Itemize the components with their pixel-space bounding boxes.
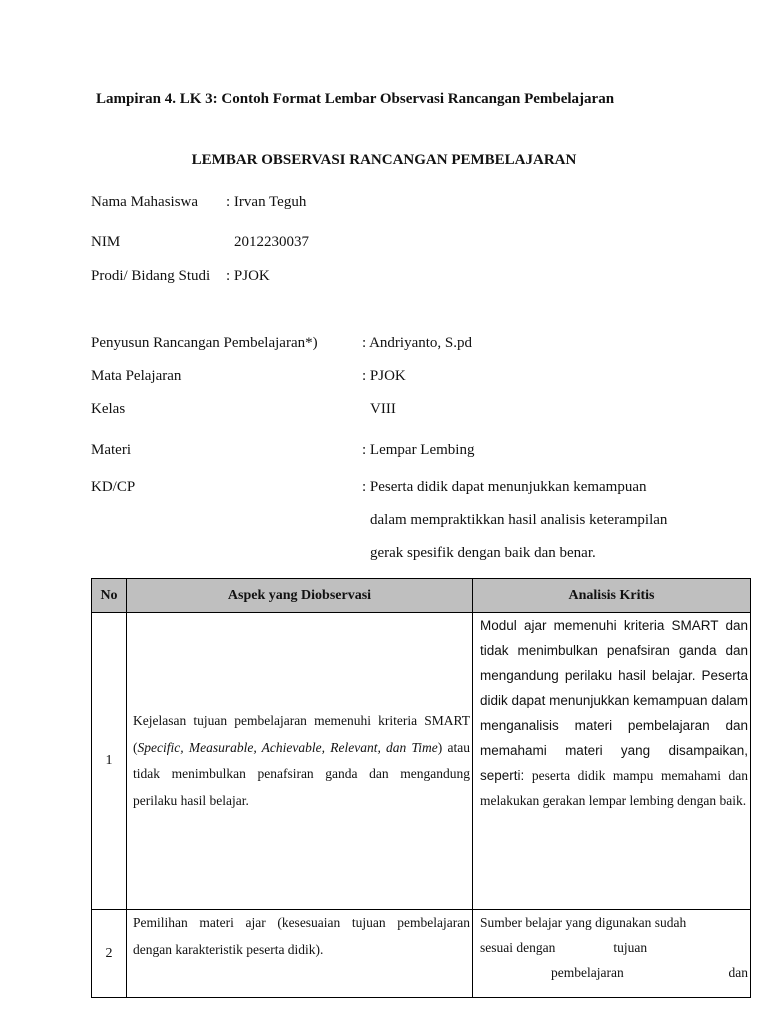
- row2-analysis-l2a: sesuai dengan: [480, 940, 556, 955]
- kd-label: KD/CP: [91, 479, 136, 495]
- row1-analysis: [473, 613, 751, 910]
- table-header-row: [92, 579, 751, 613]
- subject-label: Mata Pelajaran: [91, 368, 182, 384]
- header-analysis: Analisis Kritis: [473, 579, 751, 613]
- row1-aspect-text-b: ) atau tidak menimbulkan penafsiran ganda dan mengandung perilaku hasil belajar.: [133, 739, 471, 808]
- row1-aspect: [127, 613, 473, 910]
- material-label: Materi: [91, 442, 131, 458]
- row2-analysis: [473, 910, 751, 998]
- kd-value-line2: dalam mempraktikkan hasil analisis keterampilan: [370, 512, 668, 528]
- author-value: : Andriyanto, S.pd: [362, 335, 473, 351]
- row1-analysis-text-a: Modul ajar memenuhi kriteria SMART dan tidak menimbulkan penafsiran ganda dan mengandung perilaku hasil belajar. Peserta didik dapat menunjukkan kemampuan dalam menganalisis materi pembelajaran dan memahami materi yang disampaikan, seperti:: [480, 618, 748, 783]
- student-name-label: Nama Mahasiswa: [91, 194, 199, 210]
- row2-analysis-line1: Sumber belajar yang digunakan sudah: [480, 915, 687, 930]
- row1-aspect-italic: Specific, Measurable, Achievable, Relevant, dan Time: [137, 739, 438, 755]
- table-row: [92, 613, 751, 910]
- row1-number: 1: [92, 613, 127, 910]
- row2-aspect: Pemilihan materi ajar (kesesuaian tujuan pembelajaran dengan karakteristik peserta didik).: [127, 910, 473, 998]
- page-title: LEMBAR OBSERVASI RANCANGAN PEMBELAJARAN: [191, 152, 577, 168]
- observation-table: [91, 578, 751, 998]
- row2-analysis-l2b: tujuan: [613, 940, 648, 955]
- kd-value-line1: : Peserta didik dapat menunjukkan kemampuan: [362, 479, 647, 495]
- row2-analysis-line2: [480, 935, 748, 960]
- material-value: : Lempar Lembing: [362, 442, 475, 458]
- table-row: [92, 910, 751, 998]
- prodi-value: : PJOK: [226, 268, 270, 284]
- row1-aspect-text-a: Kejelasan tujuan pembelajaran memenuhi kriteria SMART (: [133, 713, 470, 755]
- header-no: No: [92, 579, 127, 613]
- class-value: VIII: [370, 401, 396, 417]
- kd-value-line3: gerak spesifik dengan baik dan benar.: [370, 545, 596, 561]
- author-label: Penyusun Rancangan Pembelajaran*): [91, 335, 318, 351]
- row2-analysis-l3a: pembelajaran: [551, 965, 624, 980]
- row2-number: 2: [92, 910, 127, 998]
- header-aspect: Aspek yang Diobservasi: [127, 579, 473, 613]
- student-name-value: : Irvan Teguh: [226, 194, 307, 210]
- prodi-label: Prodi/ Bidang Studi: [91, 268, 211, 284]
- nim-label: NIM: [91, 234, 121, 250]
- row1-analysis-text-b: peserta didik mampu memahami dan melakukan gerakan lempar lembing dengan baik.: [480, 768, 748, 808]
- attachment-title: Lampiran 4. LK 3: Contoh Format Lembar Observasi Rancangan Pembelajaran: [96, 91, 615, 107]
- row2-analysis-line3: [480, 960, 748, 985]
- nim-value: 2012230037: [234, 234, 309, 250]
- subject-value: : PJOK: [362, 368, 406, 384]
- row2-analysis-l3b: dan: [728, 965, 748, 980]
- class-label: Kelas: [91, 401, 126, 417]
